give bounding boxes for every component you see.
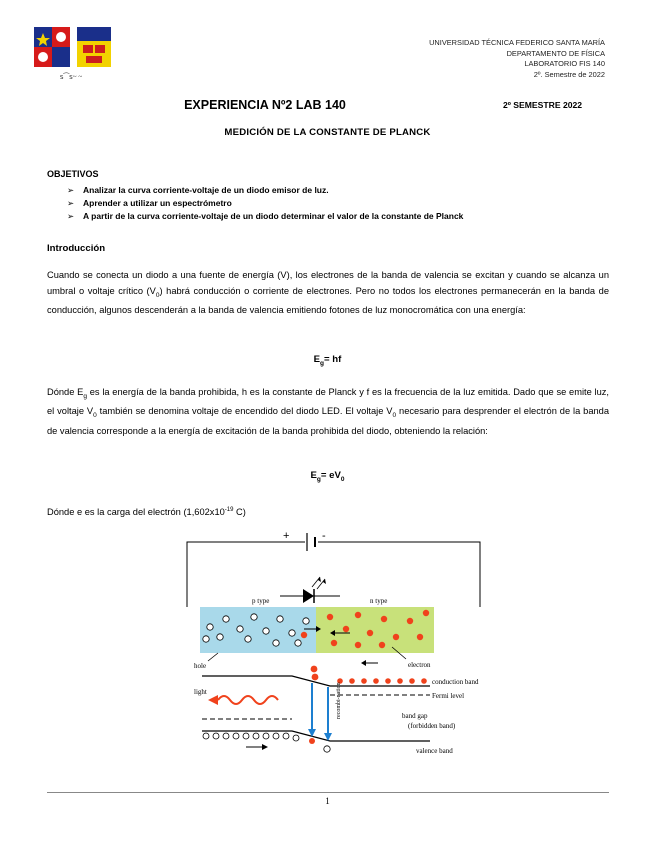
equation-eg-hf: $E_g=$ hf xyxy=(313,354,342,367)
footer-divider xyxy=(47,792,609,793)
institution-line: DEPARTAMENTO DE FÍSICA xyxy=(506,48,605,58)
objectives-list xyxy=(67,184,463,223)
document-subtitle: MEDICIÓN DE LA CONSTANTE DE PLANCK xyxy=(224,127,431,138)
recombination-label: recombi-nation xyxy=(336,682,342,719)
minus-label: - xyxy=(322,530,326,542)
svg-text:ꜱ⁀ꜱ~ ~: ꜱ⁀ꜱ~ ~ xyxy=(59,73,83,81)
valence-band-label: valence band xyxy=(416,747,453,755)
intro-paragraph-3: Dónde e es la carga del electrón ($1,602x10^{-19}$ C) xyxy=(47,507,246,518)
hole-label: hole xyxy=(194,662,207,670)
diode-symbol xyxy=(303,589,314,603)
circuit-wire-left xyxy=(187,542,305,607)
semester-label: 2º SEMESTRE 2022 xyxy=(503,100,583,110)
circuit-wire-right xyxy=(318,542,480,607)
electron-label: electron xyxy=(408,661,431,669)
institution-header xyxy=(429,38,605,80)
conduction-band-label: conduction band xyxy=(432,678,479,686)
objective-item: ➢ Analizar la curva corriente-voltaje de un diodo emisor de luz. xyxy=(67,184,463,197)
objectives-heading: OBJETIVOS xyxy=(47,169,99,179)
objective-item: ➢ Aprender a utilizar un espectrómetro xyxy=(67,197,463,210)
emitted-light-wave xyxy=(218,696,278,704)
conduction-electrons xyxy=(337,678,427,684)
objective-item: ➢ A partir de la curva corriente-voltaje de un diodo determinar el valor de la constante de Planck xyxy=(67,210,463,223)
intro-heading: Introducción xyxy=(47,243,106,254)
band-gap-label: band gap xyxy=(402,712,428,720)
n-type-label: n type xyxy=(370,597,388,605)
page-number: 1 xyxy=(325,796,330,806)
equation-eg-ev0: $E_g= eV_0$ xyxy=(310,470,345,483)
university-logo xyxy=(31,27,115,83)
fermi-level-label: Fermi level xyxy=(432,692,465,700)
plus-label: + xyxy=(283,530,290,542)
intro-paragraph-1: Cuando se conecta un diodo a una fuente de energía (V), los electrones de la banda de valencia se excitan y cuando se alcanza un umbral o voltaje crítico $(V_0)$ habrá conducción o corriente de electrones. Pero no todos los electrones permanecerán en la banda de conducción, algunos descenderán a la banda de valencia emitiendo fotones de luz monocromática con una energía: xyxy=(47,270,609,316)
forbidden-band-label: (forbidden band) xyxy=(408,722,456,730)
light-label: light xyxy=(194,688,207,696)
institution-line: UNIVERSIDAD TÉCNICA FEDERICO SANTA MARÍA xyxy=(429,38,605,47)
p-type-label: p type xyxy=(252,597,270,605)
intro-paragraph-2: Dónde $E_g$ es la energía de la banda prohibida, h es la constante de Planck y f es la frecuencia de la luz emitida. Dado que se emite luz, el voltaje $V_0$ también se denomina voltaje de encendido del diodo LED. El voltaje $V_0$ necesario para desprender el electrón de la banda de valencia corresponde a la energía de excitación de la banda prohibida del diodo, obteniendo la relación: xyxy=(47,387,610,436)
led-diagram xyxy=(180,525,490,765)
experiment-title: EXPERIENCIA Nº2 LAB 140 xyxy=(184,98,346,112)
institution-line: 2º. Semestre de 2022 xyxy=(533,69,605,79)
institution-line: LABORATORIO FIS 140 xyxy=(524,59,605,68)
